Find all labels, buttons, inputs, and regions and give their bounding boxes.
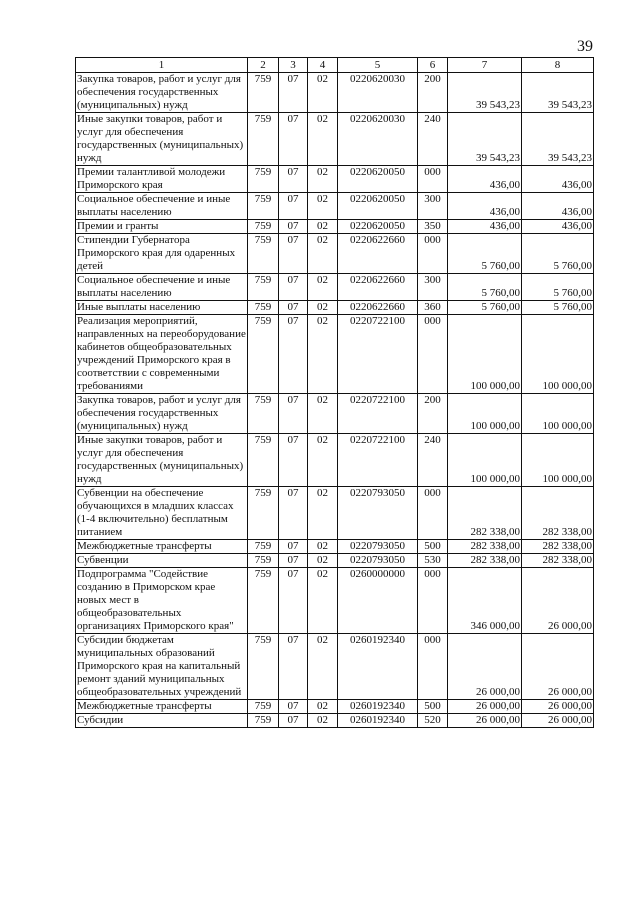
row-expense-type: 000 [418, 634, 448, 700]
row-ministry-code: 759 [248, 301, 279, 315]
row-target-code: 0220622660 [338, 274, 418, 301]
row-target-code: 0220722100 [338, 315, 418, 394]
row-target-code: 0220722100 [338, 394, 418, 434]
row-subsection-code: 02 [308, 540, 338, 554]
row-amount-col8: 39 543,23 [522, 113, 594, 166]
header-row [76, 58, 594, 73]
row-target-code: 0220620030 [338, 113, 418, 166]
table-row [76, 540, 594, 554]
table-row [76, 73, 594, 113]
row-subsection-code: 02 [308, 714, 338, 728]
row-subsection-code: 02 [308, 73, 338, 113]
row-section-code: 07 [279, 234, 308, 274]
row-ministry-code: 759 [248, 274, 279, 301]
row-expense-type: 000 [418, 315, 448, 394]
row-expense-type: 240 [418, 434, 448, 487]
row-subsection-code: 02 [308, 166, 338, 193]
row-name: Закупка товаров, работ и услуг для обеспечения государственных (муниципальных) нужд [76, 73, 248, 113]
table-row [76, 554, 594, 568]
row-name: Субсидии [76, 714, 248, 728]
row-target-code: 0260192340 [338, 700, 418, 714]
table-row [76, 487, 594, 540]
row-section-code: 07 [279, 315, 308, 394]
header-cell-8: 8 [522, 58, 594, 73]
row-section-code: 07 [279, 540, 308, 554]
row-ministry-code: 759 [248, 394, 279, 434]
row-amount-col7: 100 000,00 [448, 434, 522, 487]
row-amount-col7: 39 543,23 [448, 113, 522, 166]
row-expense-type: 000 [418, 487, 448, 540]
header-cell-6: 6 [418, 58, 448, 73]
row-target-code: 0260000000 [338, 568, 418, 634]
row-section-code: 07 [279, 220, 308, 234]
row-amount-col8: 26 000,00 [522, 568, 594, 634]
row-expense-type: 200 [418, 394, 448, 434]
row-amount-col7: 282 338,00 [448, 554, 522, 568]
row-section-code: 07 [279, 113, 308, 166]
row-amount-col7: 100 000,00 [448, 315, 522, 394]
table-body [76, 73, 594, 728]
row-section-code: 07 [279, 568, 308, 634]
row-name: Иные закупки товаров, работ и услуг для обеспечения государственных (муниципальных) нужд [76, 113, 248, 166]
row-target-code: 0220793050 [338, 487, 418, 540]
table-row [76, 394, 594, 434]
row-section-code: 07 [279, 714, 308, 728]
row-ministry-code: 759 [248, 700, 279, 714]
row-section-code: 07 [279, 487, 308, 540]
row-expense-type: 520 [418, 714, 448, 728]
row-ministry-code: 759 [248, 540, 279, 554]
row-ministry-code: 759 [248, 568, 279, 634]
row-name: Подпрограмма "Содействие созданию в Приморском крае новых мест в общеобразовательных организациях Приморского края" [76, 568, 248, 634]
row-subsection-code: 02 [308, 554, 338, 568]
row-subsection-code: 02 [308, 487, 338, 540]
row-section-code: 07 [279, 274, 308, 301]
header-cell-7: 7 [448, 58, 522, 73]
row-ministry-code: 759 [248, 554, 279, 568]
row-target-code: 0220620050 [338, 193, 418, 220]
header-cell-3: 3 [279, 58, 308, 73]
row-amount-col8: 5 760,00 [522, 234, 594, 274]
row-amount-col7: 436,00 [448, 220, 522, 234]
row-ministry-code: 759 [248, 220, 279, 234]
row-amount-col7: 436,00 [448, 193, 522, 220]
row-ministry-code: 759 [248, 73, 279, 113]
row-expense-type: 350 [418, 220, 448, 234]
budget-table [75, 57, 594, 728]
table-row [76, 434, 594, 487]
row-target-code: 0220793050 [338, 540, 418, 554]
row-name: Социальное обеспечение и иные выплаты населению [76, 274, 248, 301]
row-amount-col8: 436,00 [522, 220, 594, 234]
row-name: Закупка товаров, работ и услуг для обеспечения государственных (муниципальных) нужд [76, 394, 248, 434]
row-ministry-code: 759 [248, 166, 279, 193]
row-amount-col8: 26 000,00 [522, 634, 594, 700]
row-section-code: 07 [279, 434, 308, 487]
table-row [76, 714, 594, 728]
row-subsection-code: 02 [308, 315, 338, 394]
row-amount-col8: 26 000,00 [522, 700, 594, 714]
table-row [76, 274, 594, 301]
row-name: Социальное обеспечение и иные выплаты населению [76, 193, 248, 220]
row-subsection-code: 02 [308, 634, 338, 700]
row-target-code: 0220620050 [338, 220, 418, 234]
row-subsection-code: 02 [308, 234, 338, 274]
row-subsection-code: 02 [308, 434, 338, 487]
table-row [76, 113, 594, 166]
row-amount-col8: 5 760,00 [522, 301, 594, 315]
row-target-code: 0220722100 [338, 434, 418, 487]
row-ministry-code: 759 [248, 315, 279, 394]
row-ministry-code: 759 [248, 193, 279, 220]
row-ministry-code: 759 [248, 234, 279, 274]
row-target-code: 0220622660 [338, 301, 418, 315]
row-ministry-code: 759 [248, 487, 279, 540]
row-subsection-code: 02 [308, 220, 338, 234]
row-amount-col7: 100 000,00 [448, 394, 522, 434]
row-expense-type: 000 [418, 568, 448, 634]
row-expense-type: 530 [418, 554, 448, 568]
row-ministry-code: 759 [248, 434, 279, 487]
row-amount-col8: 100 000,00 [522, 315, 594, 394]
row-amount-col7: 346 000,00 [448, 568, 522, 634]
row-amount-col7: 26 000,00 [448, 634, 522, 700]
row-amount-col7: 26 000,00 [448, 700, 522, 714]
row-expense-type: 240 [418, 113, 448, 166]
row-subsection-code: 02 [308, 700, 338, 714]
header-cell-1: 1 [76, 58, 248, 73]
row-amount-col7: 5 760,00 [448, 234, 522, 274]
row-amount-col8: 5 760,00 [522, 274, 594, 301]
row-expense-type: 000 [418, 234, 448, 274]
row-ministry-code: 759 [248, 714, 279, 728]
row-section-code: 07 [279, 193, 308, 220]
row-name: Иные закупки товаров, работ и услуг для обеспечения государственных (муниципальных) нужд [76, 434, 248, 487]
row-ministry-code: 759 [248, 634, 279, 700]
row-subsection-code: 02 [308, 568, 338, 634]
row-subsection-code: 02 [308, 193, 338, 220]
row-name: Премии и гранты [76, 220, 248, 234]
row-name: Субсидии бюджетам муниципальных образований Приморского края на капитальный ремонт зданий муниципальных общеобразовательных учреждений [76, 634, 248, 700]
row-amount-col7: 282 338,00 [448, 540, 522, 554]
row-name: Стипендии Губернатора Приморского края для одаренных детей [76, 234, 248, 274]
header-cell-2: 2 [248, 58, 279, 73]
row-amount-col7: 436,00 [448, 166, 522, 193]
row-target-code: 0220620050 [338, 166, 418, 193]
table-row [76, 634, 594, 700]
row-target-code: 0220622660 [338, 234, 418, 274]
row-amount-col8: 26 000,00 [522, 714, 594, 728]
table-row [76, 234, 594, 274]
table-row [76, 166, 594, 193]
table-row [76, 568, 594, 634]
row-amount-col7: 5 760,00 [448, 274, 522, 301]
row-section-code: 07 [279, 634, 308, 700]
row-section-code: 07 [279, 166, 308, 193]
row-name: Субвенции [76, 554, 248, 568]
row-expense-type: 360 [418, 301, 448, 315]
row-subsection-code: 02 [308, 301, 338, 315]
row-amount-col7: 5 760,00 [448, 301, 522, 315]
row-name: Иные выплаты населению [76, 301, 248, 315]
table-row [76, 301, 594, 315]
page-number: 39 [577, 38, 593, 55]
row-amount-col7: 39 543,23 [448, 73, 522, 113]
row-expense-type: 300 [418, 193, 448, 220]
row-amount-col8: 436,00 [522, 193, 594, 220]
row-target-code: 0260192340 [338, 714, 418, 728]
row-name: Субвенции на обеспечение обучающихся в младших классах (1-4 включительно) бесплатным питанием [76, 487, 248, 540]
row-amount-col8: 282 338,00 [522, 540, 594, 554]
row-amount-col7: 282 338,00 [448, 487, 522, 540]
row-amount-col8: 282 338,00 [522, 487, 594, 540]
row-target-code: 0260192340 [338, 634, 418, 700]
row-section-code: 07 [279, 394, 308, 434]
row-section-code: 07 [279, 554, 308, 568]
header-cell-4: 4 [308, 58, 338, 73]
table-row [76, 220, 594, 234]
row-amount-col8: 436,00 [522, 166, 594, 193]
row-ministry-code: 759 [248, 113, 279, 166]
row-subsection-code: 02 [308, 274, 338, 301]
table-row [76, 700, 594, 714]
row-expense-type: 000 [418, 166, 448, 193]
row-amount-col8: 100 000,00 [522, 394, 594, 434]
row-amount-col7: 26 000,00 [448, 714, 522, 728]
row-subsection-code: 02 [308, 113, 338, 166]
table-row [76, 315, 594, 394]
header-cell-5: 5 [338, 58, 418, 73]
row-section-code: 07 [279, 700, 308, 714]
row-amount-col8: 39 543,23 [522, 73, 594, 113]
row-subsection-code: 02 [308, 394, 338, 434]
row-name: Межбюджетные трансферты [76, 540, 248, 554]
row-expense-type: 200 [418, 73, 448, 113]
row-name: Премии талантливой молодежи Приморского края [76, 166, 248, 193]
table-row [76, 193, 594, 220]
row-section-code: 07 [279, 73, 308, 113]
row-target-code: 0220620030 [338, 73, 418, 113]
row-expense-type: 500 [418, 700, 448, 714]
row-expense-type: 300 [418, 274, 448, 301]
row-amount-col8: 282 338,00 [522, 554, 594, 568]
row-amount-col8: 100 000,00 [522, 434, 594, 487]
row-name: Реализация мероприятий, направленных на переоборудование кабинетов общеобразовательных учреждений Приморского края в соответствии с современными требованиями [77, 315, 246, 392]
row-expense-type: 500 [418, 540, 448, 554]
row-section-code: 07 [279, 301, 308, 315]
row-name: Межбюджетные трансферты [76, 700, 248, 714]
row-target-code: 0220793050 [338, 554, 418, 568]
